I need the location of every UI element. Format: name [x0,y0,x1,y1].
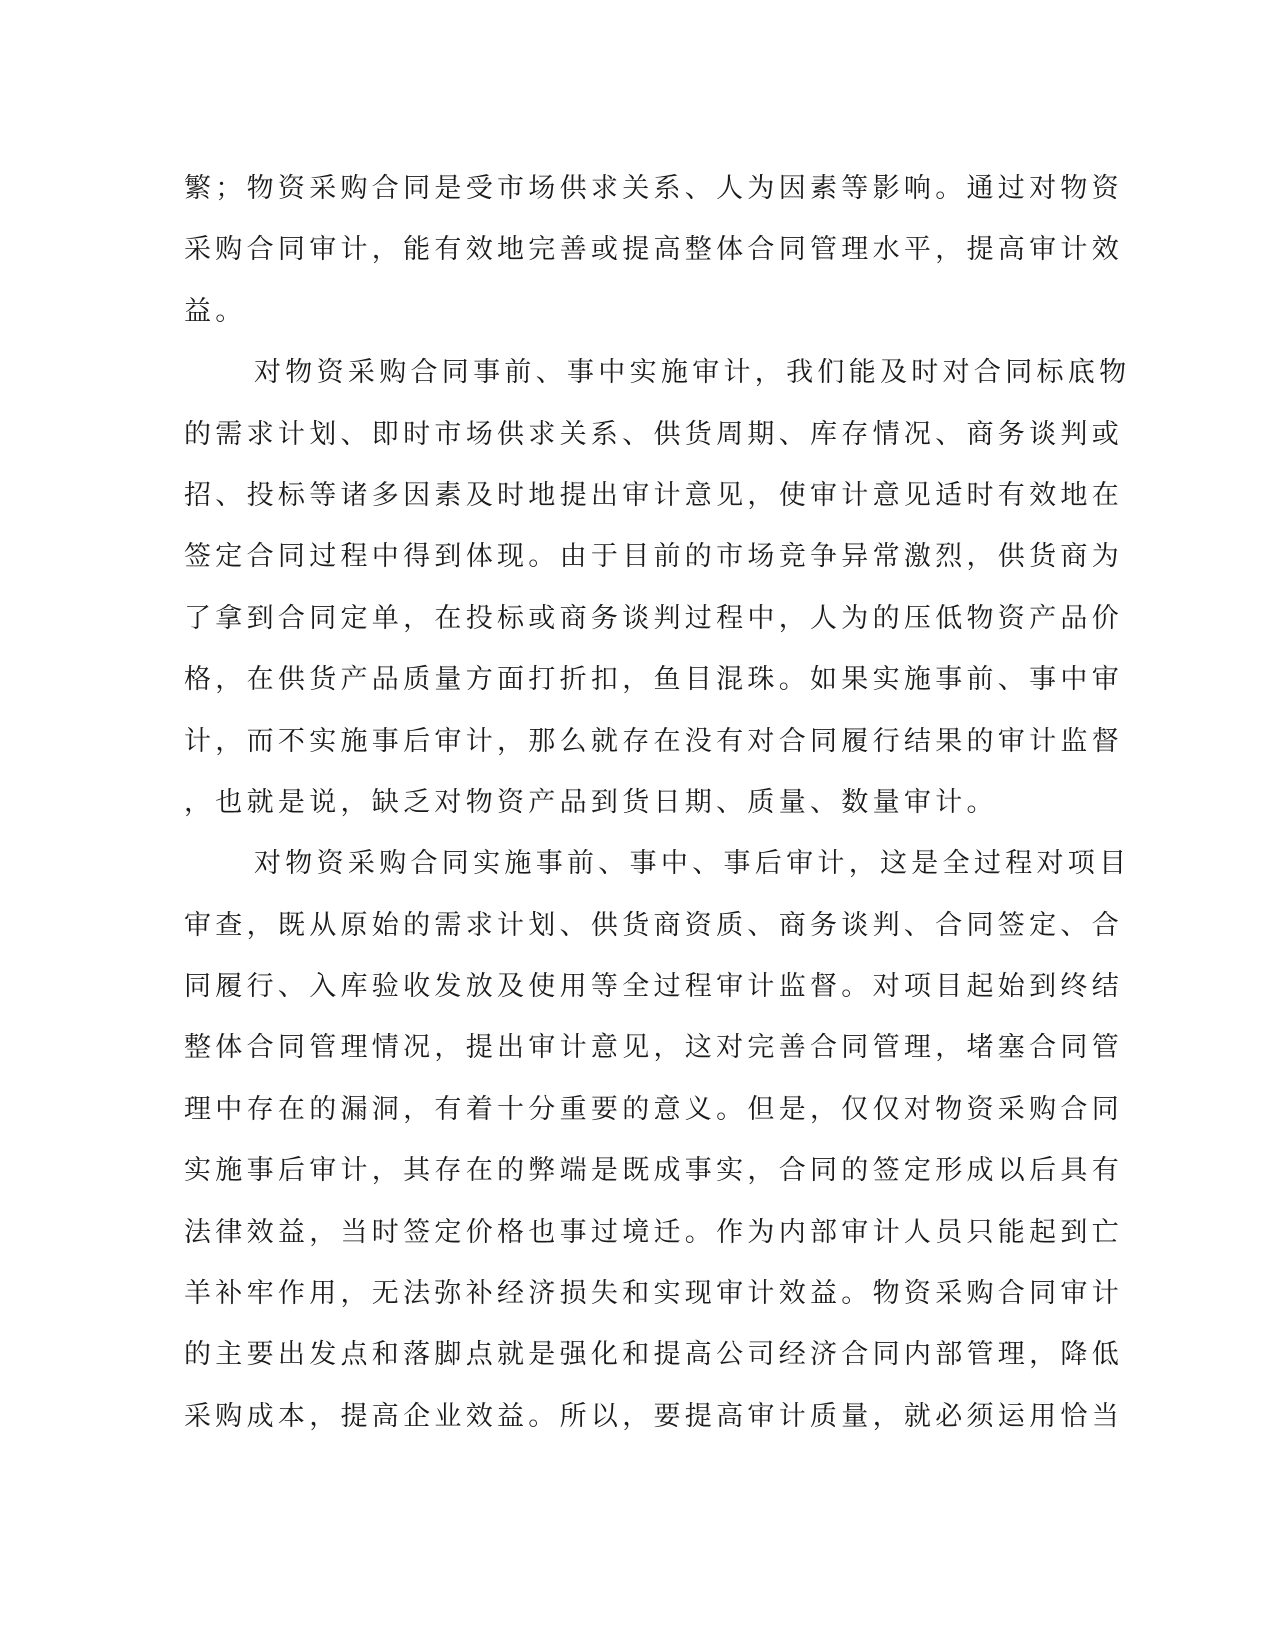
text-line: 签定合同过程中得到体现。由于目前的市场竞争异常激烈，供货商为 [184,541,1123,573]
body-text [184,158,1131,1447]
text-line: 实施事后审计，其存在的弊端是既成事实，合同的签定形成以后具有 [184,1155,1123,1187]
text-line: 招、投标等诸多因素及时地提出审计意见，使审计意见适时有效地在 [184,479,1123,511]
paragraph-1 [184,158,1123,342]
text-line: 羊补牢作用，无法弥补经济损失和实现审计效益。物资采购合同审计 [184,1278,1123,1310]
text-line: 计，而不实施事后审计，那么就存在没有对合同履行结果的审计监督 [184,725,1123,757]
text-line: ，也就是说，缺乏对物资产品到货日期、质量、数量审计。 [184,786,998,818]
paragraph-3 [184,833,1131,1447]
text-line: 的主要出发点和落脚点就是强化和提高公司经济合同内部管理，降低 [184,1339,1123,1371]
text-line: 对物资采购合同事前、事中实施审计，我们能及时对合同标底物 [254,357,1131,389]
text-line: 采购合同审计，能有效地完善或提高整体合同管理水平，提高审计效 [184,234,1123,266]
text-line: 格，在供货产品质量方面打折扣，鱼目混珠。如果实施事前、事中审 [184,664,1123,696]
text-line: 法律效益，当时签定价格也事过境迁。作为内部审计人员只能起到亡 [184,1216,1123,1248]
text-line: 的需求计划、即时市场供求关系、供货周期、库存情况、商务谈判或 [184,418,1123,450]
text-line: 益。 [184,295,247,327]
text-line: 整体合同管理情况，提出审计意见，这对完善合同管理，堵塞合同管 [184,1032,1123,1064]
text-line: 对物资采购合同实施事前、事中、事后审计，这是全过程对项目 [254,848,1131,880]
text-line: 采购成本，提高企业效益。所以，要提高审计质量，就必须运用恰当 [184,1400,1123,1432]
paragraph-2 [184,342,1131,833]
text-line: 了拿到合同定单，在投标或商务谈判过程中，人为的压低物资产品价 [184,602,1123,634]
text-line: 同履行、入库验收发放及使用等全过程审计监督。对项目起始到终结 [184,971,1123,1003]
text-line: 理中存在的漏洞，有着十分重要的意义。但是，仅仅对物资采购合同 [184,1093,1123,1125]
text-line: 繁；物资采购合同是受市场供求关系、人为因素等影响。通过对物资 [184,173,1123,204]
text-line: 审查，既从原始的需求计划、供货商资质、商务谈判、合同签定、合 [184,909,1123,941]
